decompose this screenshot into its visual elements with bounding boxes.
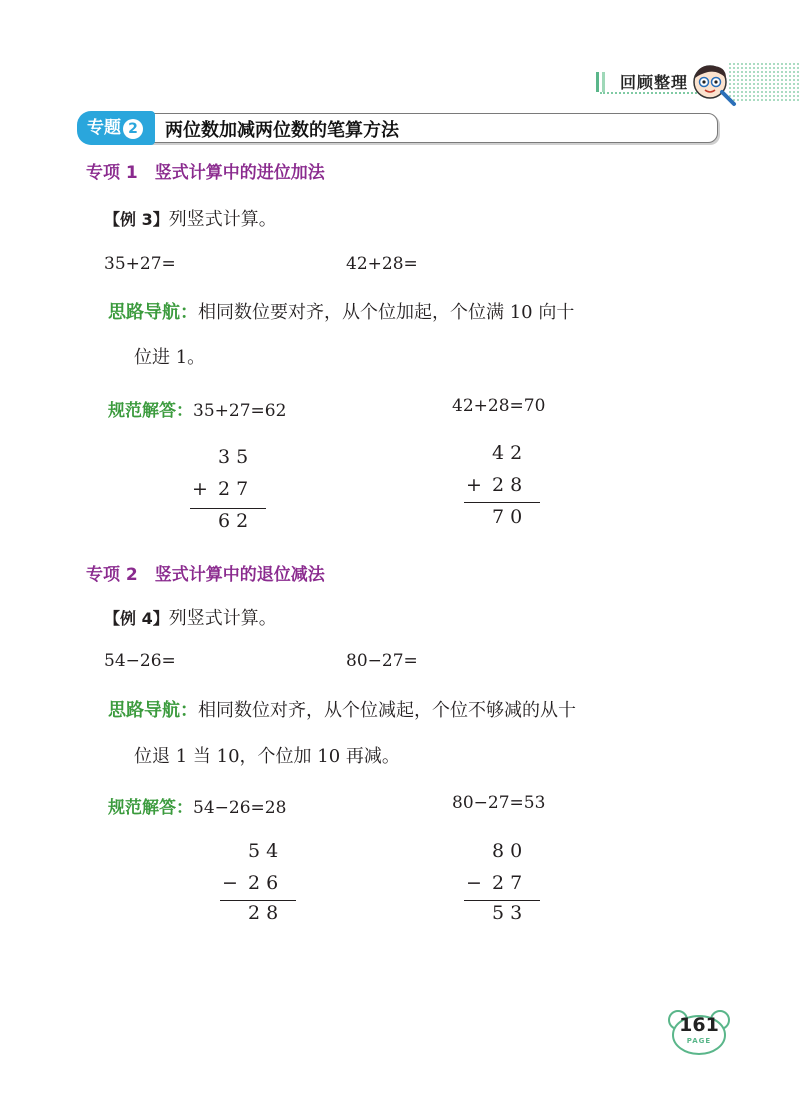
answer1: 35+27=62: [193, 401, 287, 421]
section1-problem2: 42+28=: [346, 254, 418, 274]
section1-example: [104, 205, 277, 231]
section2-title: 专项 2 竖式计算中的退位减法: [86, 565, 325, 585]
section1-hint: [108, 298, 574, 324]
tab-label: 回顾整理: [620, 73, 689, 92]
hint-line1: 相同数位要对齐，从个位加起，个位满 10 向十: [198, 302, 575, 323]
section2-hint: [108, 696, 576, 722]
topic-title: 两位数加减两位数的笔算方法: [165, 120, 399, 141]
calc-line: [220, 900, 296, 901]
topic-badge-number: 2: [123, 119, 143, 139]
calc-result: 7 0: [492, 506, 523, 528]
section1-answer: [108, 396, 286, 421]
hint-line1: 相同数位对齐，从个位减起，个位不够减的从十: [198, 700, 576, 721]
hint-label: 思路导航：: [108, 302, 198, 323]
topic-badge-label: 专题: [87, 118, 121, 138]
calc-line: [464, 900, 540, 901]
page-label: PAGE: [686, 1037, 712, 1045]
example-text: 列竖式计算。: [168, 209, 277, 230]
calc-result: 6 2: [218, 510, 249, 532]
topic-bar: [80, 113, 718, 143]
calc-operator: −: [222, 872, 238, 894]
calc-bottom: 2 6: [248, 872, 279, 894]
vertical-calc: [462, 442, 542, 532]
calc-top: 8 0: [492, 840, 523, 862]
calc-bottom: 2 7: [218, 478, 249, 500]
calc-line: [464, 502, 540, 503]
answer-label: 规范解答：: [108, 401, 193, 421]
kid-magnifier-icon: [690, 62, 740, 108]
page-number: 161: [679, 1014, 719, 1036]
section1-answer2: 42+28=70: [452, 396, 546, 416]
section2-example: [104, 604, 277, 630]
example-label: 【例 4】: [104, 609, 169, 628]
calc-result: 5 3: [492, 902, 523, 924]
calc-operator: +: [466, 474, 482, 496]
vertical-calc: [188, 446, 268, 536]
hint-label: 思路导航：: [108, 700, 198, 721]
calc-result: 2 8: [248, 902, 279, 924]
answer-label: 规范解答：: [108, 798, 193, 818]
calc-top: 3 5: [218, 446, 249, 468]
section2-hint-line2: 位退 1 当 10，个位加 10 再减。: [134, 746, 400, 767]
section1-title: 专项 1 竖式计算中的进位加法: [86, 163, 325, 183]
example-label: 【例 3】: [104, 210, 169, 229]
page-number-badge: [668, 1008, 730, 1056]
calc-bottom: 2 8: [492, 474, 523, 496]
example-text: 列竖式计算。: [168, 608, 277, 629]
section1-problem1: 35+27=: [104, 254, 176, 274]
calc-bottom: 2 7: [492, 872, 523, 894]
calc-operator: +: [192, 478, 208, 500]
calc-top: 4 2: [492, 442, 523, 464]
section2-answer: [108, 793, 286, 818]
tab-bars-decoration: [596, 72, 606, 92]
section2-problem1: 54−26=: [104, 651, 176, 671]
calc-line: [190, 508, 266, 509]
section1-hint-line2: 位进 1。: [134, 347, 206, 368]
vertical-calc: [218, 840, 298, 930]
topic-badge: [77, 111, 155, 145]
calc-top: 5 4: [248, 840, 279, 862]
section2-problem2: 80−27=: [346, 651, 418, 671]
answer1: 54−26=28: [193, 798, 287, 818]
section2-answer2: 80−27=53: [452, 793, 546, 813]
vertical-calc: [462, 840, 542, 930]
calc-operator: −: [466, 872, 482, 894]
